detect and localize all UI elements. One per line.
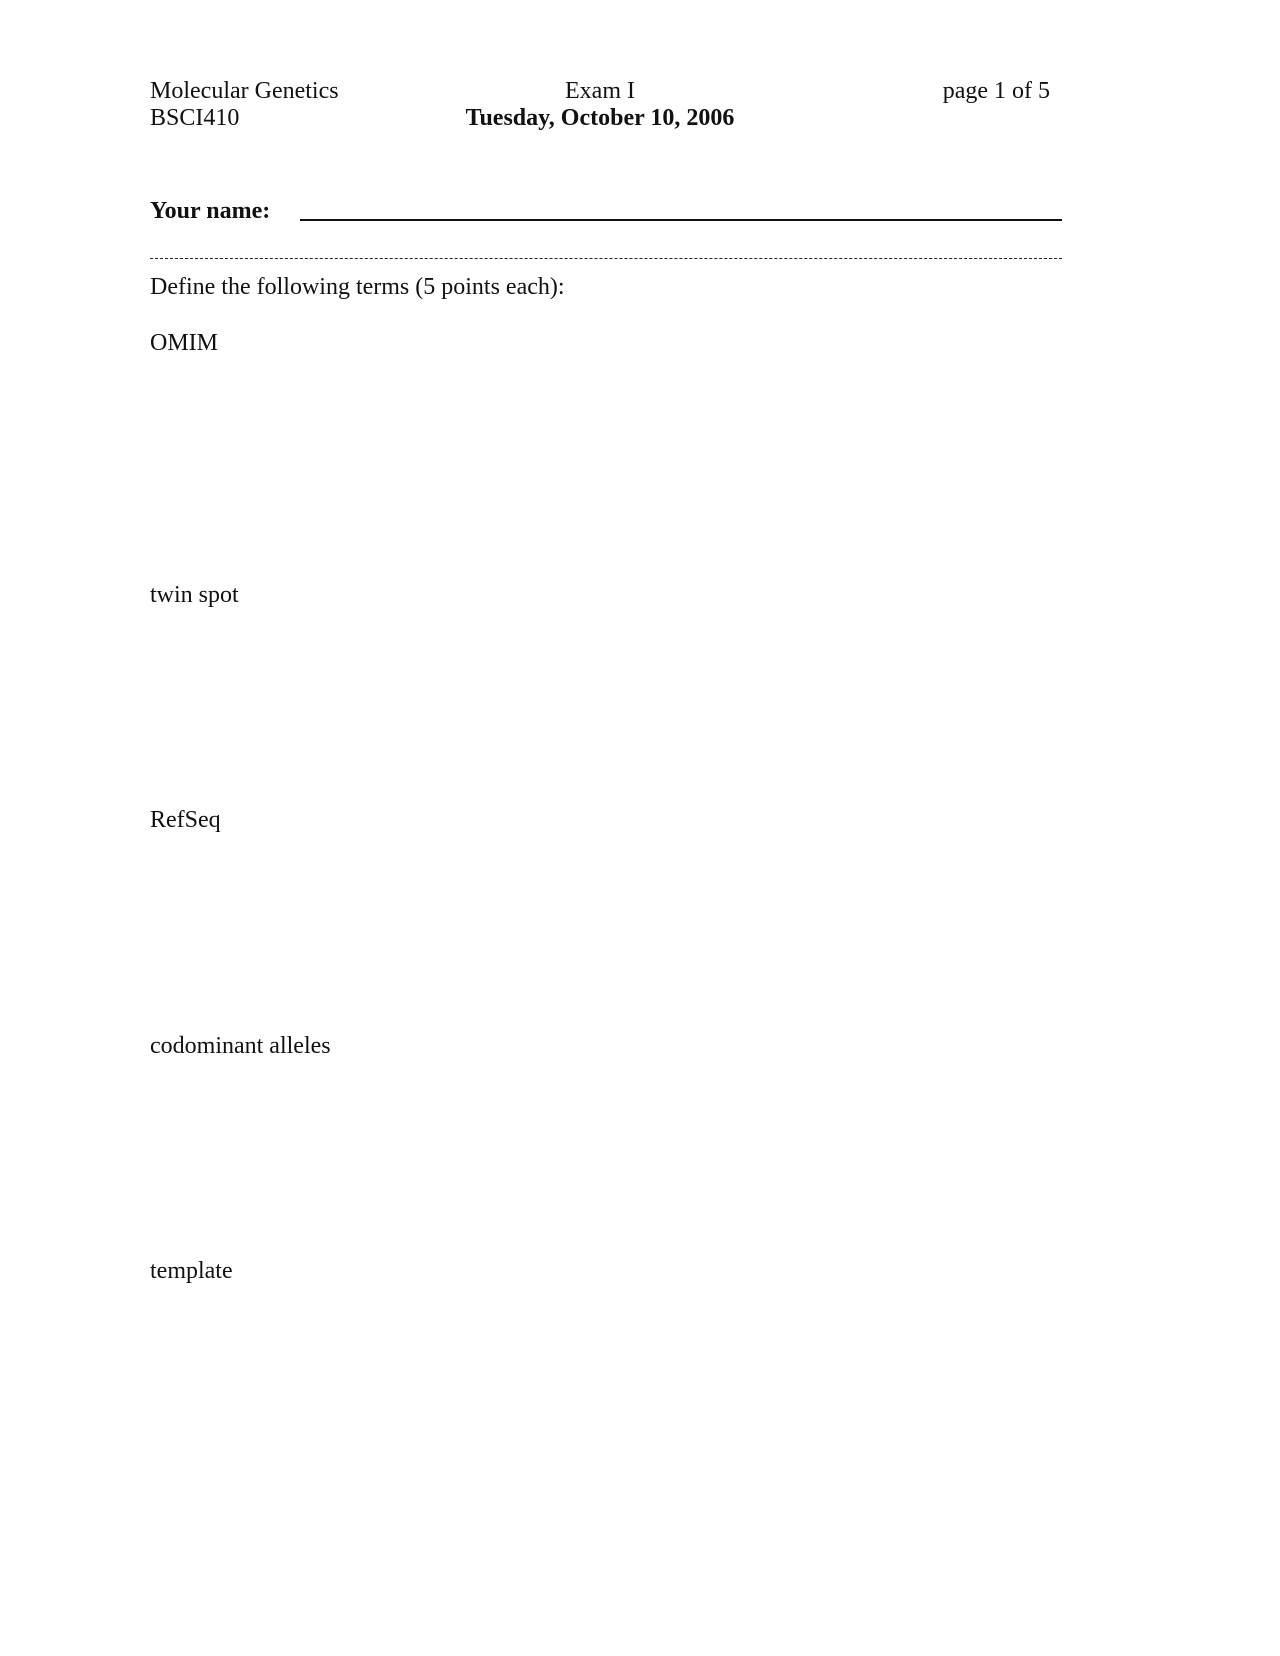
- header-row-top: [150, 76, 1062, 106]
- exam-title: Exam I: [565, 78, 635, 104]
- name-label: Your name:: [150, 198, 271, 224]
- course-code: BSCI410: [150, 105, 240, 131]
- name-field[interactable]: [150, 195, 1062, 227]
- exam-date: Tuesday, October 10, 2006: [465, 105, 735, 131]
- term-refseq: RefSeq: [150, 807, 221, 833]
- instructions: Define the following terms (5 points each):: [150, 274, 565, 300]
- term-omim: OMIM: [150, 330, 219, 356]
- page-number: page 1 of 5: [942, 78, 1050, 104]
- term-twin-spot: twin spot: [150, 582, 239, 608]
- term-template: template: [150, 1258, 233, 1284]
- dashed-divider: [150, 258, 1062, 259]
- header-row-bottom: [150, 103, 1062, 133]
- name-blank-line[interactable]: [300, 219, 1062, 221]
- term-codominant-alleles: codominant alleles: [150, 1033, 331, 1059]
- course-name: Molecular Genetics: [150, 78, 339, 104]
